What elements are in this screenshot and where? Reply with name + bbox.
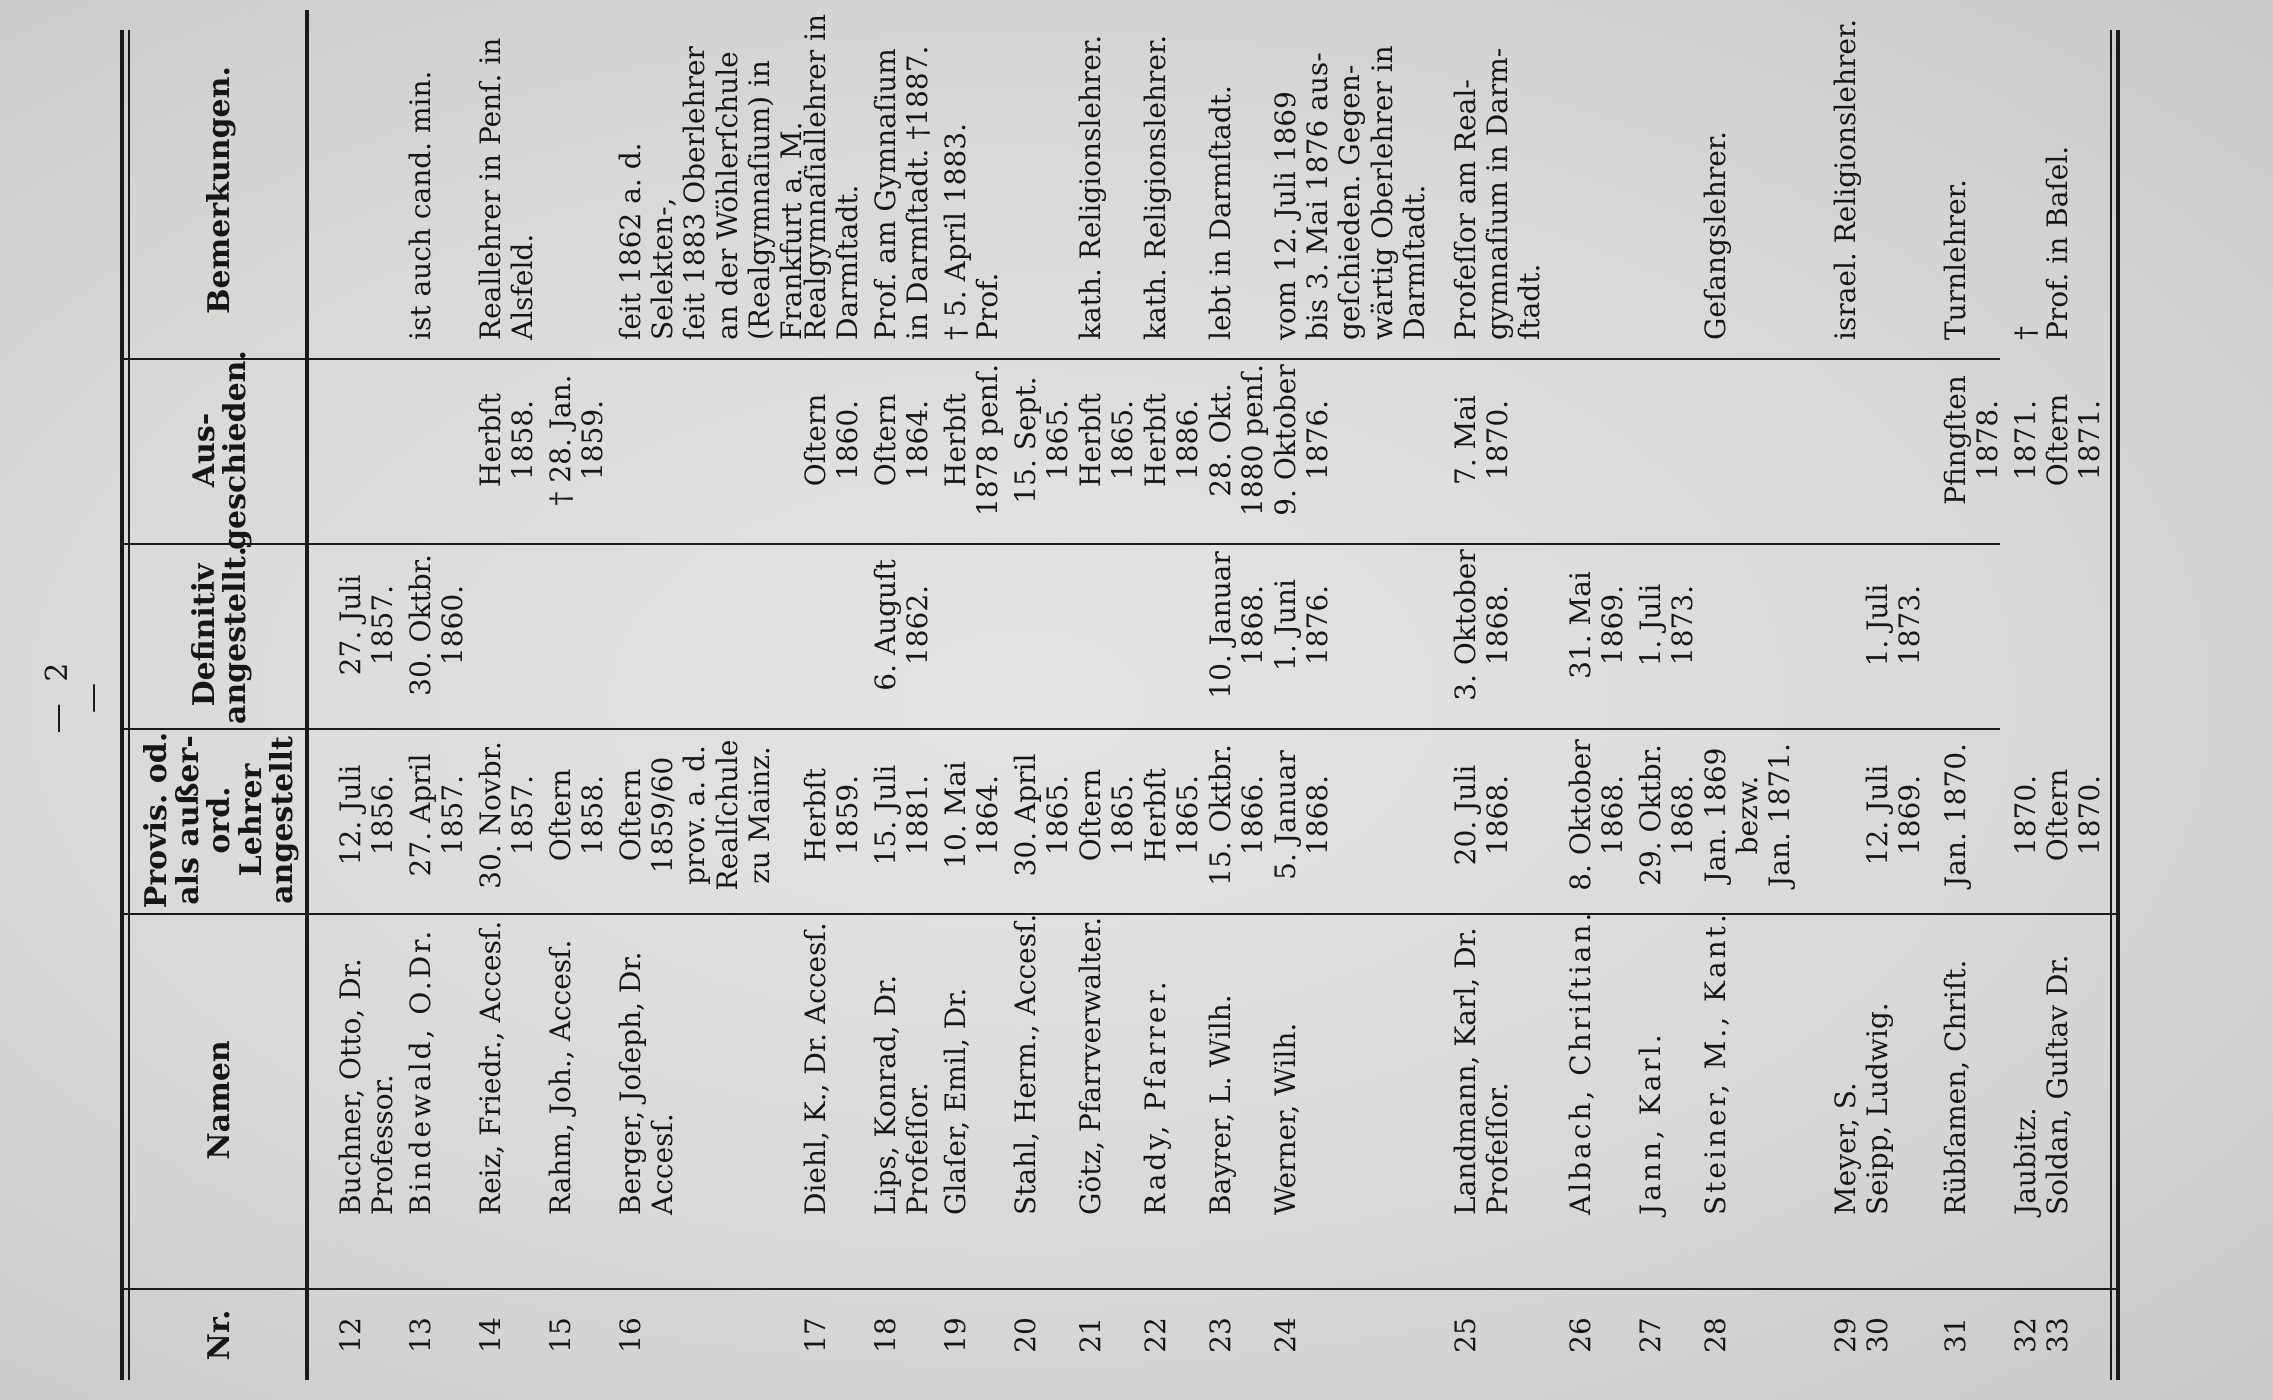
cell-nr: 31 [1939,1317,1972,1353]
top-double-rule-2 [128,30,130,1380]
cell-nr: 21 [1074,1317,1107,1353]
cell-name: Diehl, K., Dr. Accesſ. [799,922,832,1215]
cell-provisorisch: 8. Oktober 1868. [1564,739,1630,891]
cell-provisorisch: 15. Oktbr. 1866. [1204,744,1270,886]
cell-provisorisch: Herbſt 1865. [1139,768,1205,862]
header-provisorisch: Provis. od. als außer- ord. Lehrer angestellt [139,731,301,909]
cell-name: Buchner, Otto, Dr. Professor. [334,958,400,1215]
cell-provisorisch: Oſtern 1858. [544,768,610,862]
cell-nr: 24 [1269,1317,1302,1353]
cell-nr: 18 [869,1317,902,1353]
cell-provisorisch: 30. April 1865. [1009,753,1075,877]
header-ausgeschieden: Aus- geschieden. [186,350,253,550]
header-definitiv: Definitiv angestellt. [186,545,253,725]
bottom-double-rule-1 [2110,30,2112,1380]
cell-provisorisch: 30. Novbr. 1857. [474,741,540,889]
cell-ausgeschieden: 28. Okt. 1880 penſ. [1204,364,1270,516]
cell-provisorisch: Jan. 1870. [1939,743,1972,887]
bottom-double-rule-2 [2116,30,2120,1380]
cell-bemerkungen: Turnlehrer. [1939,179,1972,340]
cell-provisorisch: Jan. 1869 bezw. Jan. 1871. [1699,743,1797,887]
cell-ausgeschieden: Herbſt 1878 penſ. [939,364,1005,516]
cell-nr: 17 [799,1317,832,1353]
cell-ausgeschieden: 7. Mai 1870. [1449,395,1515,485]
top-double-rule-1 [120,30,124,1380]
cell-bemerkungen: ſeit 1862 a. d. Selekten-, ſeit 1883 Oberlehrer an der Wöhlerſchule (Realgymnaſium) in Frankfurt a. M. [614,46,808,340]
cell-bemerkungen: kath. Religionslehrer. [1074,34,1107,340]
cell-name: Meyer, S. Seipp, Ludwig. [1829,1002,1895,1215]
cell-name: Stahl, Herm., Accesſ. [1009,913,1042,1215]
cell-name: Götz, Pfarrverwalter. [1074,916,1107,1215]
cell-bemerkungen: kath. Religionslehrer. [1139,34,1172,340]
column-divider-def [120,543,2000,545]
cell-nr: 23 [1204,1317,1237,1353]
cell-bemerkungen: ist auch cand. min. [404,70,437,340]
cell-name: Bindewald, O.Dr. [404,927,437,1215]
header-rule [305,10,309,1380]
cell-nr: 12 [334,1317,367,1353]
page-number: — 2 — [40,656,110,734]
cell-provisorisch: Oſtern 1859/60 prov. a. d. Realſchule zu Mainz. [614,739,776,891]
column-divider-nr [120,1288,2120,1290]
header-nr: Nr. [202,1309,238,1361]
cell-definitiv: 1. Juni 1876. [1269,579,1335,671]
cell-bemerkungen: vom 12. Juli 1869 bis 3. Mai 1876 aus- geſchieden. Gegen- wärtig Oberlehrer in Darmſtadt. [1269,45,1431,340]
cell-definitiv: 10. Januar 1868. [1204,551,1270,699]
cell-name: Rahm, Joh., Accesſ. [544,939,577,1215]
cell-bemerkungen: Profeſſor am Real- gymnaſium in Darm- ſtadt. [1449,47,1547,340]
cell-provisorisch: Oſtern 1865. [1074,768,1140,862]
cell-nr: 14 [474,1317,507,1353]
cell-bemerkungen: Realgymnaſiallehrer in Darmſtadt. [799,13,865,340]
cell-definitiv: 27. Juli 1857. [334,574,400,676]
cell-nr: 32 33 [2009,1317,2075,1353]
cell-name: Landmann, Karl, Dr. Profeſſor. [1449,927,1515,1215]
cell-ausgeschieden: 15. Sept. 1865. [1009,376,1075,504]
cell-provisorisch: 12. Juli 1856. [334,764,400,866]
cell-provisorisch: 1870. Oſtern 1870. [2009,768,2107,862]
header-namen: Namen [202,1040,238,1160]
cell-bemerkungen: israel. Religionslehrer. [1829,18,1862,340]
cell-ausgeschieden: Herbſt 1858. [474,393,540,487]
cell-nr: 28 [1699,1317,1732,1353]
cell-name: Rübſamen, Chriſt. [1939,959,1972,1215]
cell-name: Albach, Chriſtian. [1564,909,1597,1215]
cell-bemerkungen: Reallehrer in Penſ. in Alsfeld. [474,37,540,340]
cell-provisorisch: Herbſt 1859. [799,768,865,862]
cell-bemerkungen: † Prof. in Baſel. [2009,145,2075,340]
cell-name: Jann, Karl. [1634,1031,1667,1215]
cell-definitiv: 1. Juli 1873. [1861,583,1927,667]
cell-ausgeschieden: 9. Oktober 1876. [1269,364,1335,516]
cell-nr: 25 [1449,1317,1482,1353]
cell-name: Bayrer, L. Wilh. [1204,994,1237,1215]
cell-nr: 15 [544,1317,577,1353]
header-bemerkungen: Bemerkungen. [202,66,238,314]
cell-name: Steiner, M., Kant. [1699,911,1732,1215]
cell-bemerkungen: lebt in Darmſtadt. [1204,85,1237,340]
cell-provisorisch: 29. Oktbr. 1868. [1634,744,1700,886]
cell-definitiv: 30. Oktbr. 1860. [404,554,470,696]
cell-definitiv: 3. Oktober 1868. [1449,549,1515,701]
cell-nr: 20 [1009,1317,1042,1353]
cell-ausgeschieden: Oſtern 1860. [799,393,865,487]
cell-nr: 26 [1564,1317,1597,1353]
cell-definitiv: 31. Mai 1869. [1564,571,1630,679]
cell-nr: 16 [614,1317,647,1353]
cell-bemerkungen: Prof. am Gymnaſium in Darmſtadt. †1887. [869,45,935,340]
cell-definitiv: 6. Auguſt 1862. [869,559,935,691]
cell-provisorisch: 15. Juli 1881. [869,764,935,866]
cell-name: Werner, Wilh. [1269,1022,1302,1215]
cell-name: Berger, Joſeph, Dr. Accesſ. [614,951,680,1215]
cell-bemerkungen: † 5. April 1883. Prof. [939,122,1005,340]
cell-name: Glaſer, Emil, Dr. [939,987,972,1215]
cell-definitiv: 1. Juli 1873. [1634,583,1700,667]
cell-bemerkungen: Geſangslehrer. [1699,130,1732,340]
cell-provisorisch: 10. Mai 1864. [939,761,1005,869]
cell-provisorisch: 12. Juli 1869. [1861,764,1927,866]
cell-name: Jaubitz. Soldan, Guſtav Dr. [2009,954,2075,1215]
cell-provisorisch: 27. April 1857. [404,753,470,877]
cell-ausgeschieden: 1871. Oſtern 1871. [2009,393,2107,487]
cell-nr: 22 [1139,1317,1172,1353]
cell-provisorisch: 5. Januar 1868. [1269,750,1335,880]
cell-provisorisch: 20. Juli 1868. [1449,764,1515,866]
cell-ausgeschieden: † 28. Jan. 1859. [544,374,610,506]
cell-name: Rady, Pfarrer. [1139,978,1172,1215]
cell-ausgeschieden: Herbſt 1886. [1139,393,1205,487]
cell-ausgeschieden: Oſtern 1864. [869,393,935,487]
cell-ausgeschieden: Pfingſten 1878. [1939,375,2005,505]
cell-nr: 19 [939,1317,972,1353]
cell-ausgeschieden: Herbſt 1865. [1074,393,1140,487]
cell-nr: 13 [404,1317,437,1353]
cell-nr: 29 30 [1829,1317,1895,1353]
cell-name: Lips, Konrad, Dr. Profeſſor. [869,974,935,1215]
cell-nr: 27 [1634,1317,1667,1353]
cell-name: Reiz, Friedr., Accesſ. [474,920,507,1215]
